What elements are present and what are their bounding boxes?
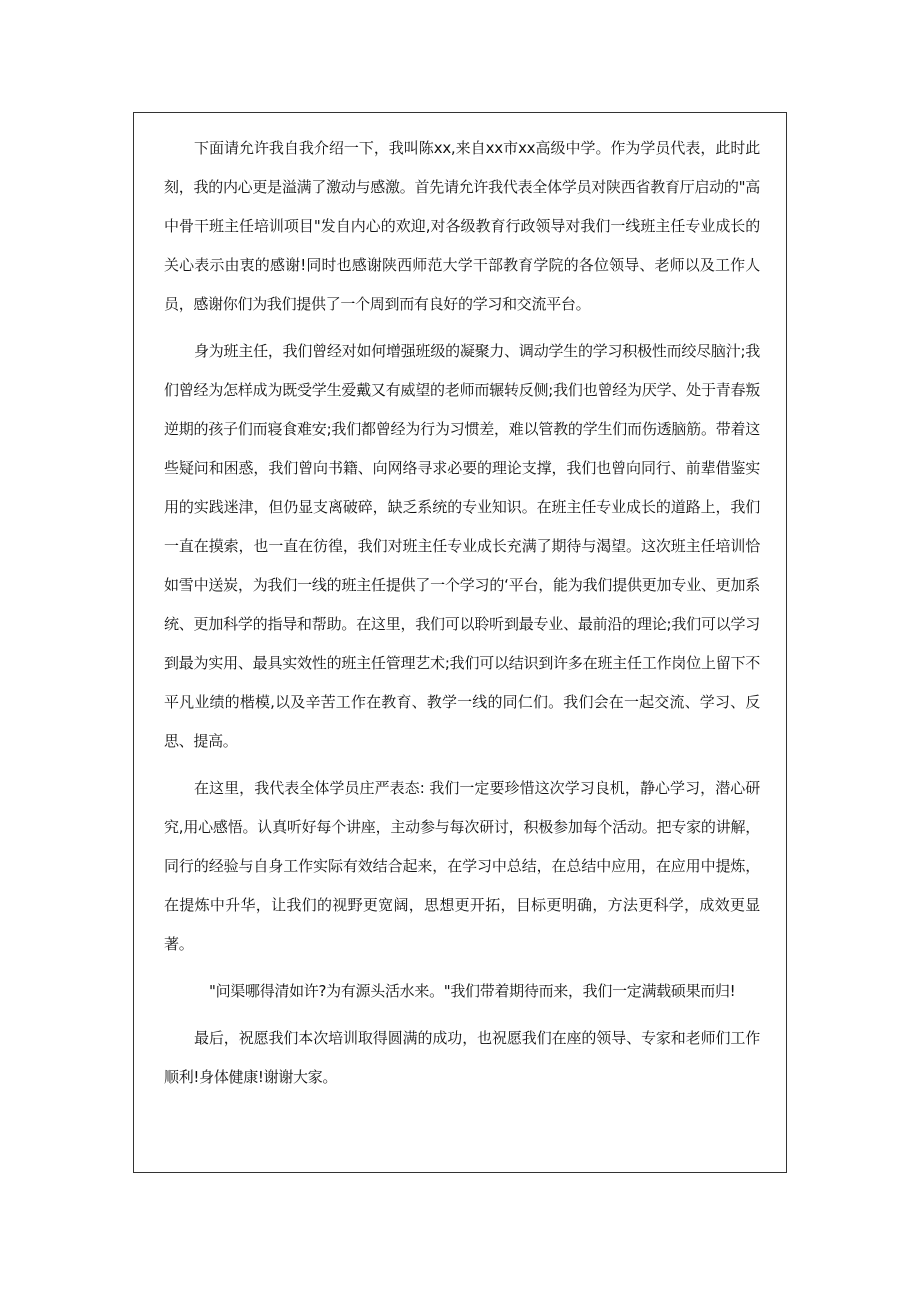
paragraph-quote: "问渠哪得清如许?为有源头活水来。"我们带着期待而来，我们一定满载硕果而归! bbox=[209, 982, 736, 1000]
paragraph-role-reflection: 身为班主任，我们曾经对如何增强班级的凝聚力、调动学生的学习积极性而绞尽脑汁;我们曾经为怎样成为既受学生爱戴又有威望的老师而辗转反侧;我们也曾经为厌学、处于青春叛逆期的孩子们而寝食难安;我们都曾经为行为习惯差，难以管教的学生们而伤透脑筋。带着这些疑问和困惑，我们曾向书籍、向网络寻求必要的理论支撑，我们也曾向同行、前辈借鉴实用的实践迷津，但仍显支离破碎，缺乏系统的专业知识。在班主任专业成长的道路上，我们一直在摸索，也一直在彷徨，我们对班主任专业成长充满了期待与渴望。这次班主任培训恰如雪中送炭，为我们一线的班主任提供了一个学习的‘平台，能为我们提供更加专业、更加系统、更加科学的指导和帮助。在这里，我们可以聆听到最专业、最前沿的理论;我们可以学习到最为实用、最具实效性的班主任管理艺术;我们可以结识到许多在班主任工作岗位上留下不平凡业绩的楷模,以及辛苦工作在教育、教学一线的同仁们。我们会在一起交流、学习、反思、提高。 bbox=[164, 342, 760, 750]
paragraph-introduction: 下面请允许我自我介绍一下，我叫陈xx,来自xx市xx高级中学。作为学员代表，此时此刻，我的内心更是溢满了激动与感激。首先请允许我代表全体学员对陕西省教育厅启动的"高中骨干班主任培训项目"发自内心的欢迎,对各级教育行政领导对我们一线班主任专业成长的关心表示由衷的感谢!同时也感谢陕西师范大学干部教育学院的各位领导、老师以及工作人员，感谢你们为我们提供了一个周到而有良好的学习和交流平台。 bbox=[164, 139, 760, 313]
document-body bbox=[164, 129, 760, 1097]
document-frame bbox=[133, 112, 787, 1173]
paragraph-closing: 最后，祝愿我们本次培训取得圆满的成功，也祝愿我们在座的领导、专家和老师们工作顺利!身体健康!谢谢大家。 bbox=[164, 1029, 760, 1086]
paragraph-pledge: 在这里，我代表全体学员庄严表态: 我们一定要珍惜这次学习良机，静心学习，潜心研究,用心感悟。认真听好每个讲座，主动参与每次研讨，积极参加每个活动。把专家的讲解，同行的经验与自身工作实际有效结合起来，在学习中总结，在总结中应用，在应用中提炼，在提炼中升华，让我们的视野更宽阔，思想更开拓，目标更明确，方法更科学，成效更显著。 bbox=[164, 779, 760, 953]
